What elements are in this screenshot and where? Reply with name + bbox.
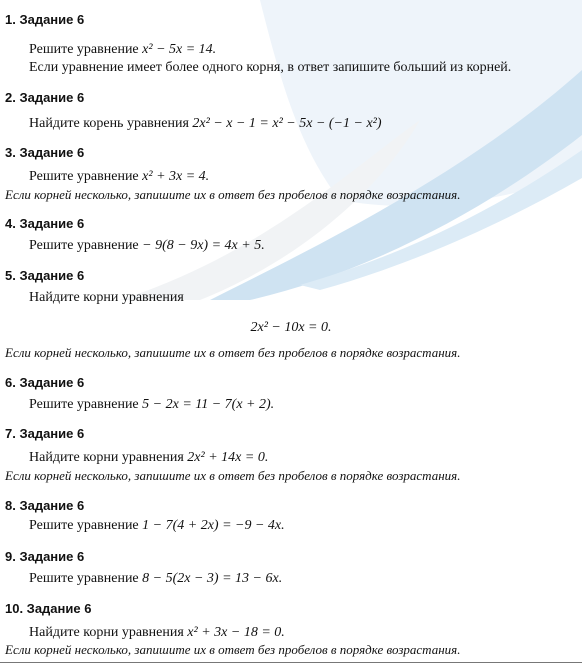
task-statement — [29, 518, 285, 534]
task-statement — [29, 116, 382, 132]
task-header: 8. Задание 6 — [5, 498, 85, 513]
task-header: 6. Задание 6 — [5, 375, 85, 390]
task-text: Решите уравнение — [29, 169, 139, 184]
task-note: Если корней несколько, запишите их в ответ без пробелов в порядке возрастания. — [5, 468, 461, 483]
task-equation: x² − 5x = 14. — [142, 42, 217, 57]
task-statement — [29, 42, 216, 58]
task-note: Если корней несколько, запишите их в ответ без пробелов в порядке возрастания. — [5, 187, 461, 202]
task-text: Решите уравнение — [29, 42, 139, 57]
task-statement — [29, 238, 265, 254]
bottom-divider — [0, 662, 582, 663]
task-equation: 2x² − x − 1 = x² − 5x − (−1 − x²) — [192, 116, 382, 131]
task-header: 4. Задание 6 — [5, 216, 85, 231]
task-statement — [29, 169, 209, 185]
task-statement — [29, 397, 274, 413]
task-text: Решите уравнение — [29, 571, 139, 586]
task-note: Если корней несколько, запишите их в ответ без пробелов в порядке возрастания. — [5, 642, 461, 657]
task-equation: 8 − 5(2x − 3) = 13 − 6x. — [142, 571, 283, 586]
task-header: 2. Задание 6 — [5, 90, 85, 105]
task-statement — [29, 625, 285, 641]
task-note: Если корней несколько, запишите их в ответ без пробелов в порядке возрастания. — [5, 345, 461, 360]
task-text: Решите уравнение — [29, 518, 139, 533]
task-equation: x² + 3x = 4. — [142, 169, 210, 184]
task-header: 1. Задание 6 — [5, 12, 85, 27]
task-header: 3. Задание 6 — [5, 145, 85, 160]
task-equation: − 9(8 − 9x) = 4x + 5. — [142, 238, 265, 253]
task-instruction: Если уравнение имеет более одного корня, в ответ запишите больший из корней. — [29, 60, 512, 75]
task-text: Решите уравнение — [29, 238, 139, 253]
task-text: Решите уравнение — [29, 397, 139, 412]
task-equation: 1 − 7(4 + 2x) = −9 − 4x. — [142, 518, 285, 533]
task-equation: 2x² − 10x = 0. — [250, 320, 332, 335]
task-text: Найдите корень уравнения — [29, 116, 189, 131]
task-statement — [29, 450, 268, 466]
task-text: Найдите корни уравнения — [29, 450, 184, 465]
task-header: 10. Задание 6 — [5, 601, 92, 616]
task-text: Найдите корни уравнения — [29, 625, 184, 640]
task-equation: 5 − 2x = 11 − 7(x + 2). — [142, 397, 275, 412]
task-statement — [29, 571, 282, 587]
task-equation: x² + 3x − 18 = 0. — [187, 625, 285, 640]
task-equation: 2x² + 14x = 0. — [187, 450, 269, 465]
task-header: 5. Задание 6 — [5, 268, 85, 283]
task-header: 9. Задание 6 — [5, 549, 85, 564]
task-header: 7. Задание 6 — [5, 426, 85, 441]
task-text: Найдите корни уравнения — [29, 290, 184, 305]
